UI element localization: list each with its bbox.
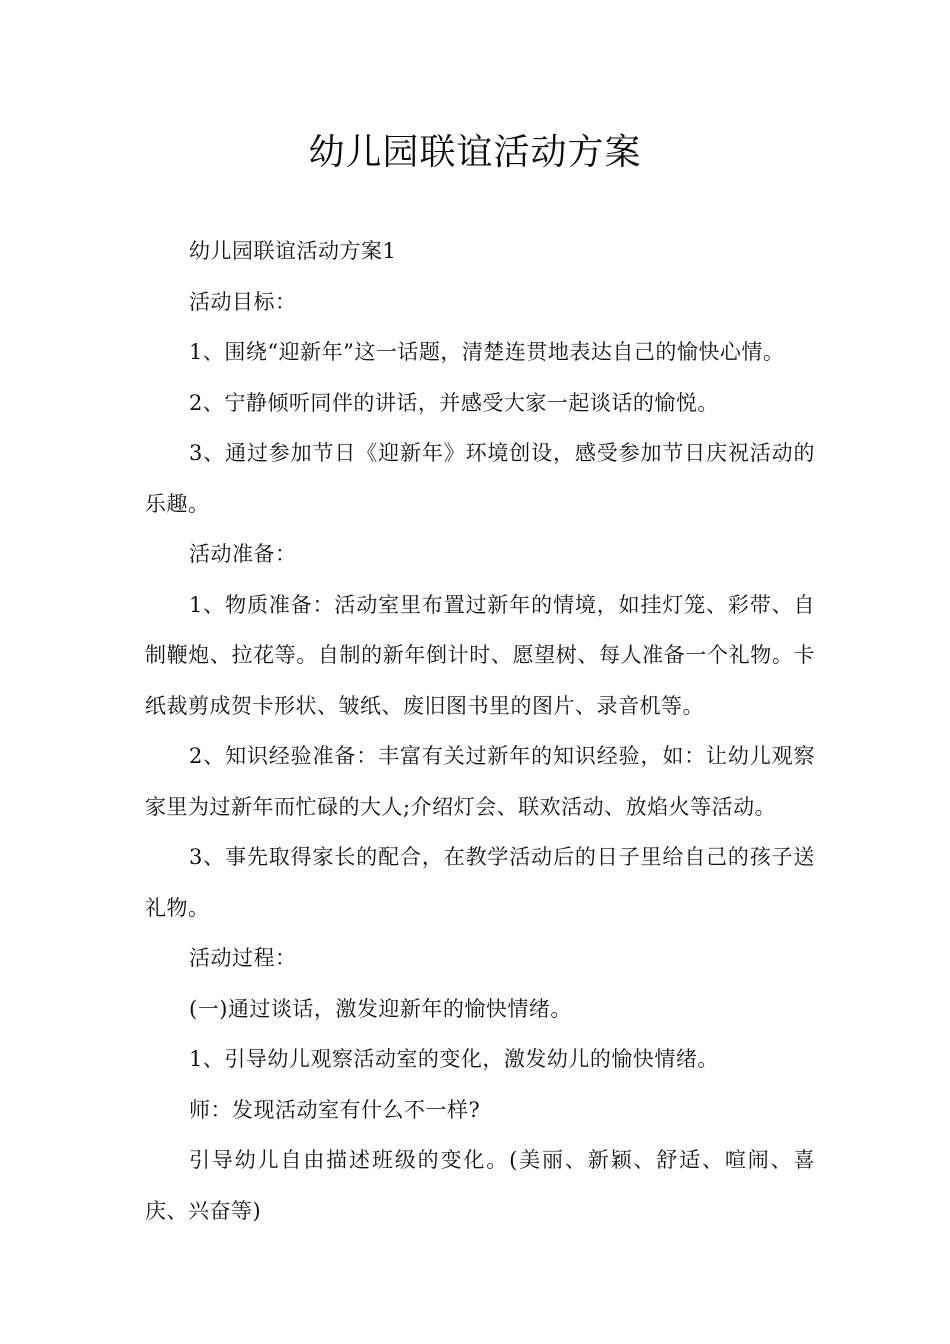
goals-heading: 活动目标： <box>189 289 297 314</box>
process-heading: 活动过程： <box>189 946 297 970</box>
section-heading: 幼儿园联谊活动方案1 <box>189 239 397 263</box>
goal-item-1: 1、围绕“迎新年”这一话题，清楚连贯地表达自己的愉快心情。 <box>189 340 785 364</box>
preparation-heading: 活动准备： <box>189 542 297 566</box>
teacher-question: 师：发现活动室有什么不一样? <box>189 1097 481 1122</box>
process-step-heading: (一)通过谈话，激发迎新年的愉快情绪。 <box>189 996 572 1021</box>
process-step-item-1: 1、引导幼儿观察活动室的变化，激发幼儿的愉快情绪。 <box>189 1047 719 1071</box>
preparation-item-3: 3、事先取得家长的配合，在教学活动后的日子里给自己的孩子送礼物。 <box>145 845 815 920</box>
document-title: 幼儿园联谊活动方案 <box>308 132 642 173</box>
goal-item-3: 3、通过参加节日《迎新年》环境创设，感受参加节日庆祝活动的乐趣。 <box>145 441 815 516</box>
goal-item-2: 2、宁静倾听同伴的讲话，并感受大家一起谈话的愉悦。 <box>189 390 719 415</box>
guidance-paragraph: 引导幼儿自由描述班级的变化。(美丽、新颖、舒适、喧闹、喜庆、兴奋等) <box>145 1148 815 1223</box>
preparation-item-2: 2、知识经验准备：丰富有关过新年的知识经验，如：让幼儿观察家里为过新年而忙碌的大人;介绍灯会、联欢活动、放焰火等活动。 <box>145 744 815 819</box>
preparation-item-1: 1、物质准备：活动室里布置过新年的情境，如挂灯笼、彩带、自制鞭炮、拉花等。自制的新年倒计时、愿望树、每人准备一个礼物。卡纸裁剪成贺卡形状、皱纸、废旧图书里的图片、录音机等。 <box>145 592 815 718</box>
document-body <box>145 226 815 1236</box>
